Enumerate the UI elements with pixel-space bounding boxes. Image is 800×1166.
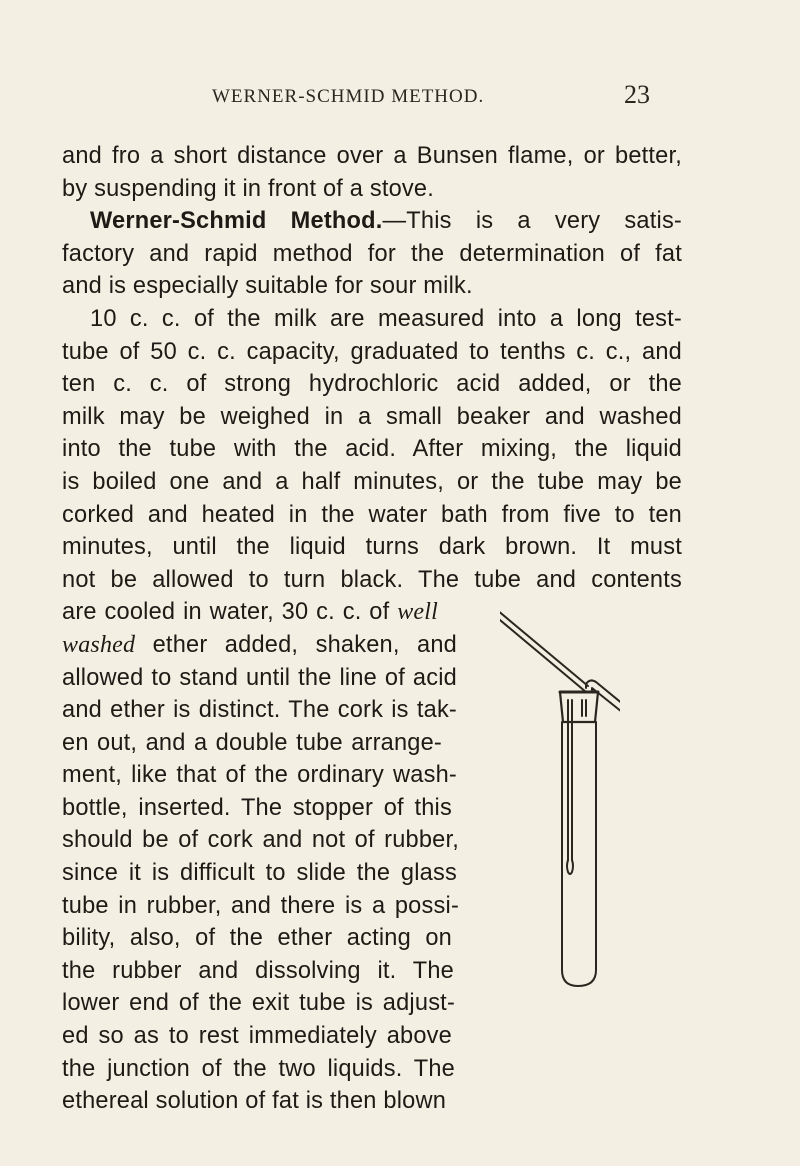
text-line: bottle, inserted. The stopper of this: [62, 794, 452, 821]
text-fragment: —This is a very satis-: [382, 208, 682, 235]
section-heading-line: [62, 205, 682, 238]
text-line: ment, like that of the ordinary wash-: [62, 762, 457, 789]
text-line: minutes, until the liquid turns dark brown. It must: [62, 534, 682, 561]
text-line: ed so as to rest immediately above: [62, 1023, 452, 1050]
text-line: is boiled one and a half minutes, or the tube may be: [62, 468, 682, 495]
test-tube-wash-bottle-illustration: [500, 560, 620, 1000]
text-line: the junction of the two liquids. The: [62, 1055, 455, 1082]
emphasis-text: well: [397, 599, 438, 626]
text-line: by suspending it in front of a stove.: [62, 175, 435, 202]
text-line: not be allowed to turn black. The tube and contents: [62, 566, 682, 593]
text-line: en out, and a double tube arrange-: [62, 729, 442, 756]
text-line: into the tube with the acid. After mixing, the liquid: [62, 436, 682, 463]
page-number: 23: [624, 80, 650, 109]
text-line: and ether is distinct. The cork is tak-: [62, 697, 457, 724]
text-line: milk may be weighed in a small beaker and washed: [62, 403, 682, 430]
text-line: the rubber and dissolving it. The: [62, 957, 454, 984]
text-line: ethereal solution of fat is then blown: [62, 1088, 447, 1115]
text-line: bility, also, of the ether acting on: [62, 925, 452, 952]
text-line: and fro a short distance over a Bunsen flame, or better,: [62, 143, 682, 169]
text-line: factory and rapid method for the determination of fat: [62, 240, 682, 267]
text-line: corked and heated in the water bath from five to ten: [62, 501, 682, 528]
text-line: since it is difficult to slide the glass: [62, 860, 457, 887]
text-line: should be of cork and not of rubber,: [62, 827, 459, 854]
text-line: 10 c. c. of the milk are measured into a long test-: [90, 305, 682, 332]
text-fragment: are cooled in water, 30 c. c. of: [62, 599, 398, 626]
text-line: tube of 50 c. c. capacity, graduated to tenths c. c., and: [62, 338, 682, 365]
text-line: [62, 596, 438, 629]
emphasis-text: washed: [62, 631, 136, 658]
section-heading: Werner-Schmid Method.: [90, 208, 383, 235]
text-line: lower end of the exit tube is adjust-: [62, 990, 455, 1017]
text-line: allowed to stand until the line of acid: [62, 664, 457, 691]
text-line: tube in rubber, and there is a possi-: [62, 892, 459, 919]
text-fragment: ether added, shaken, and: [135, 631, 457, 658]
page-header: [0, 80, 800, 122]
text-line: ten c. c. of strong hydrochloric acid added, or the: [62, 371, 682, 398]
running-head: WERNER-SCHMID METHOD.: [212, 86, 485, 107]
text-line: and is especially suitable for sour milk.: [62, 273, 473, 300]
text-line: [62, 629, 457, 662]
